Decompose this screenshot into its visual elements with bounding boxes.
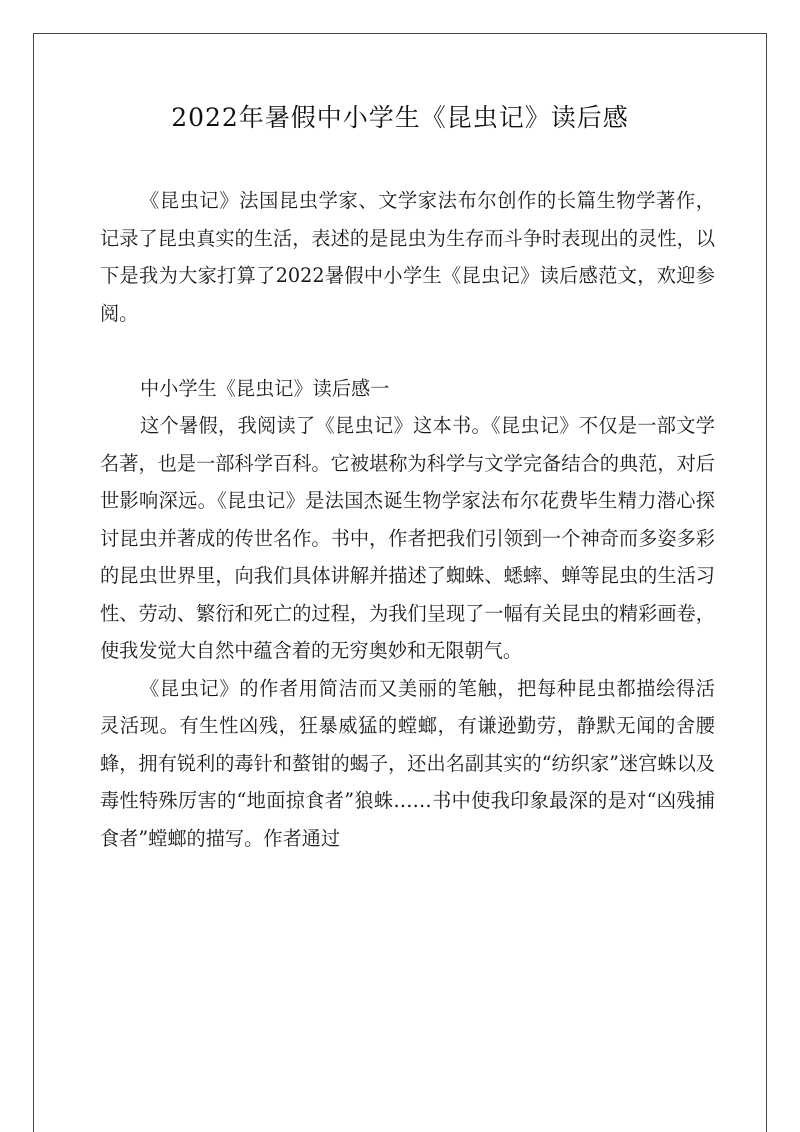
body-paragraph-1: 这个暑假，我阅读了《昆虫记》这本书。《昆虫记》不仅是一部文学名著，也是一部科学百科。它被堪称为科学与文学完备结合的典范，对后世影响深远。《昆虫记》是法国杰诞生物学家法布尔花费毕生精力潜心探讨昆虫并著成的传世名作。书中，作者把我们引领到一个神奇而多姿多彩的昆虫世界里，向我们具体讲解并描述了蜘蛛、蟋蟀、蝉等昆虫的生活习性、劳动、繁衍和死亡的过程，为我们呈现了一幅有关昆虫的精彩画卷，使我发觉大自然中蕴含着的无穷奥妙和无限朝气。 <box>100 414 715 662</box>
document-title: 2022年暑假中小学生《昆虫记》读后感 <box>171 103 629 132</box>
intro-paragraph: 《昆虫记》法国昆虫学家、文学家法布尔创作的长篇生物学著作，记录了昆虫真实的生活，表述的是昆虫为生存而斗争时表现出的灵性，以下是我为大家打算了2022暑假中小学生《昆虫记》读后感范文，欢迎参阅。 <box>100 189 715 325</box>
section-heading: 中小学生《昆虫记》读后感一 <box>140 376 390 400</box>
body-paragraph-2: 《昆虫记》的作者用简洁而又美丽的笔触，把每种昆虫都描绘得活灵活现。有生性凶残，狂暴威猛的螳螂，有谦逊勤劳，静默无闻的舍腰蜂，拥有锐利的毒针和螯钳的蝎子，还出名副其实的“纺织家”迷宫蛛以及毒性特殊厉害的“地面掠食者”狼蛛……书中使我印象最深的是对“凶残捕食者”螳螂的描写。作者通过 <box>100 676 715 850</box>
paragraph-gap <box>100 332 715 370</box>
document-body <box>100 182 715 857</box>
